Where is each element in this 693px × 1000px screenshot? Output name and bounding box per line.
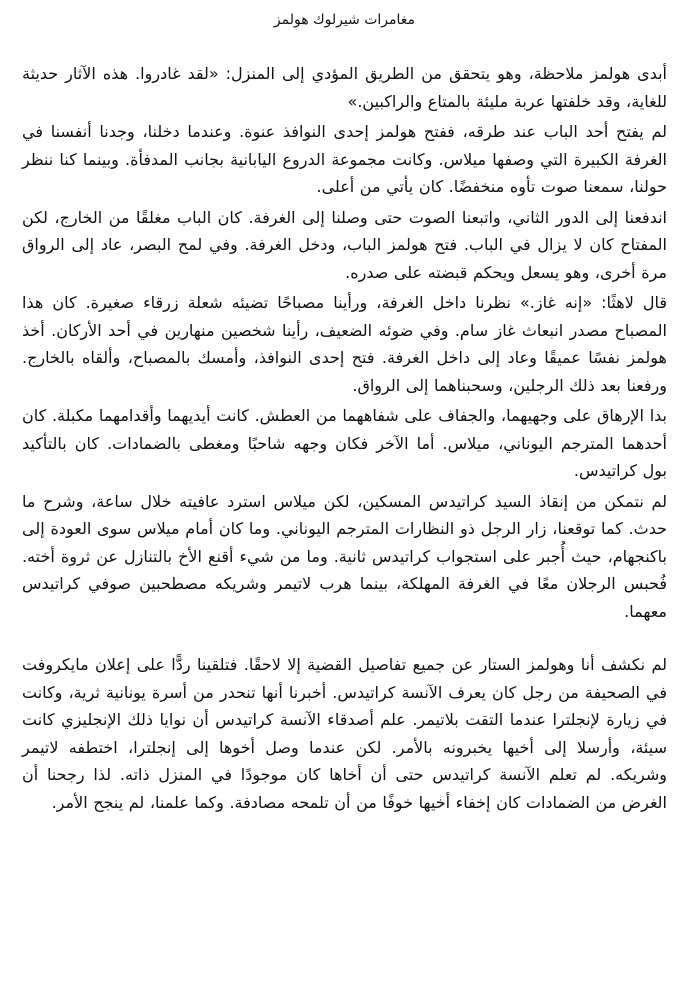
paragraph: قال لاهثًا: «إنه غاز.» نظرنا داخل الغرفة، ورأينا مصباحًا تضيئه شعلة زرقاء صغيرة. كان هذا المصباح مصدر انبعاث غاز سام. وفي ضوئه الضعيف، رأينا شخصين منهارين في أحد الأركان. أخذ هولمز نفسًا عميقًا وعاد إلى داخل الغرفة. فتح إحدى النوافذ، وأمسك بالمصباح، وألقاه بالخارج. ورفعنا بعد ذلك الرجلين، وسحبناهما إلى الرواق. xyxy=(22,293,667,395)
running-header: مغامرات شيرلوك هولمز xyxy=(273,12,416,28)
paragraph: لم نتمكن من إنقاذ السيد كراتيدس المسكين، لكن ميلاس استرد عافيته خلال ساعة، وشرح ما حدث. كما توقعنا، زار الرجل ذو النظارات المترجم اليوناني. وما كان أمام ميلاس سوى العودة إلى باكنجهام، حيث أُجبر على استجواب كراتيدس ثانية. وما من شيء أقنع الأخ بالتنازل عن ثروة أخته. فُحبس الرجلان معًا في الغرفة المهلكة، بينما هرب لاتيمر وشريكه مصطحبين صوفي كراتيدس معهما. xyxy=(22,491,667,621)
paragraph: أبدى هولمز ملاحظة، وهو يتحقق من الطريق المؤدي إلى المنزل: «لقد غادروا. هذه الآثار حديثة للغاية، وقد خلفتها عربة مليئة بالمتاع والراكبين.» xyxy=(22,64,667,111)
paragraph: اندفعنا إلى الدور الثاني، واتبعنا الصوت حتى وصلنا إلى الغرفة. كان الباب مغلقًا من الخارج، لكن المفتاح كان لا يزال في الباب. فتح هولمز الباب، ودخل الغرفة. وفي لمح البصر، عاد إلى الرواق مرة أخرى، وهو يسعل ويحكم قبضته على صدره. xyxy=(22,207,667,282)
paragraph: بدا الإرهاق على وجهيهما، والجفاف على شفاههما من العطش. كانت أيديهما وأقدامهما مكبلة. كان أحدهما المترجم اليوناني، ميلاس. أما الآخر فكان وجهه شاحبًا ومغطى بالضمادات. كان بالتأكيد بول كراتيدس. xyxy=(22,406,667,480)
paragraph: لم نكشف أنا وهولمز الستار عن جميع تفاصيل القضية إلا لاحقًا. فتلقينا ردًّا على إعلان مايكروفت في الصحيفة من رجل كان يعرف الآنسة كراتيدس. أخبرنا أنها تنحدر من أسرة يونانية ثرية، وكانت في زيارة لإنجلترا عندما التقت بلاتيمر. علم أصدقاء الآنسة كراتيدس أن نوايا ذلك الإنجليزي كانت سيئة، وأرسلا إلى أخيها يخبرونه بالأمر. لكن عندما وصل أخوها إلى إنجلترا، اختطفه لاتيمر وشريكه. لم تعلم الآنسة كراتيدس حتى أن أخاها كان موجودًا في المنزل ذاته. لذا رجحنا أن الغرض من الضمادات كان إخفاء أخيها خوفًا من أن تلمحه مصادفة. وكما علمنا، لم ينجح الأمر. xyxy=(22,655,667,812)
body-text xyxy=(22,60,667,816)
paragraph: لم يفتح أحد الباب عند طرقه، ففتح هولمز إحدى النوافذ عنوة. وعندما دخلنا، وجدنا أنفسنا في الغرفة الكبيرة التي وصفها ميلاس. وكانت مجموعة الدروع اليابانية بجانب المدفأة. وبينما كنا ننظر حولنا، سمعنا صوت تأوه منخفضًا. كان يأتي من أعلى. xyxy=(22,122,667,196)
